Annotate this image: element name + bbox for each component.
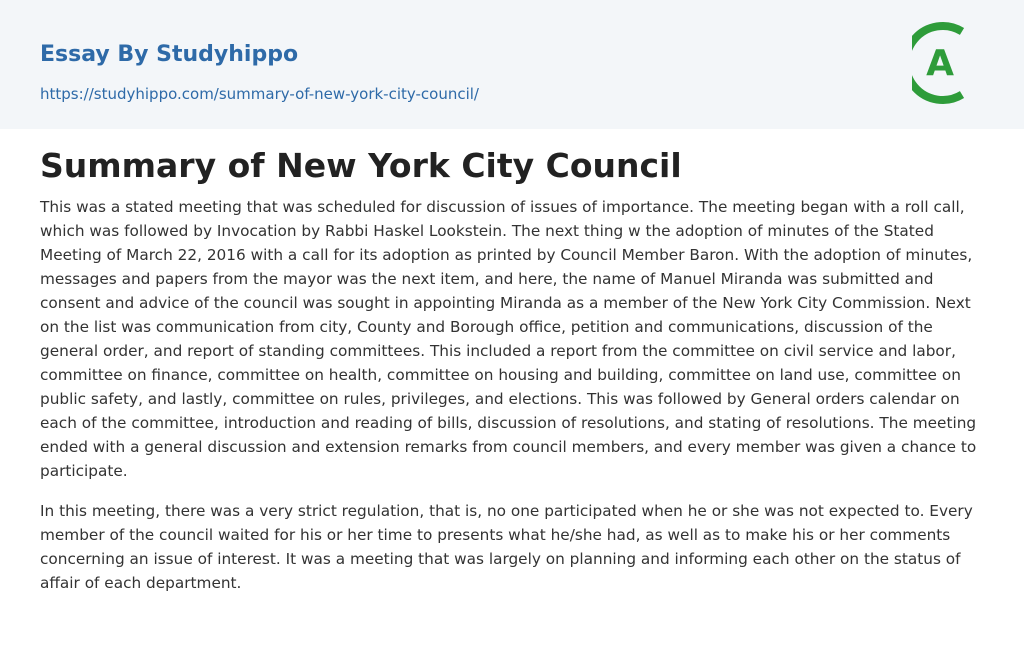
studyhippo-logo[interactable] xyxy=(912,18,988,106)
logo-letter: A xyxy=(926,43,954,84)
source-url-link[interactable]: https://studyhippo.com/summary-of-new-york-city-council/ xyxy=(40,85,479,103)
page-header xyxy=(0,0,1024,129)
page-title: Summary of New York City Council xyxy=(40,146,682,185)
site-brand[interactable]: Essay By Studyhippo xyxy=(40,42,299,67)
paragraph-2: In this meeting, there was a very strict regulation, that is, no one participated when he or she was not expected to. Every member of the council waited for his or her time to presents what he/she had, as well as to make his or her comments concerning an issue of interest. It was a meeting that was largely on planning and informing each other on the status of affair of each department. xyxy=(40,502,973,592)
logo-ring-icon xyxy=(912,18,988,106)
article-body xyxy=(40,195,986,611)
paragraph-1: This was a stated meeting that was scheduled for discussion of issues of importance. The meeting began with a roll call, which was followed by Invocation by Rabbi Haskel Lookstein. The next thing w the adoption of minutes of the Stated Meeting of March 22, 2016 with a call for its adoption as printed by Council Member Baron. With the adoption of minutes, messages and papers from the mayor was the next item, and here, the name of Manuel Miranda was submitted and consent and advice of the council was sought in appointing Miranda as a member of the New York City Commission. Next on the list was communication from city, County and Borough office, petition and communications, discussion of the general order, and report of standing committees. This included a report from the committee on civil service and labor, committee on finance, committee on health, committee on housing and building, committee on land use, committee on public safety, and lastly, committee on rules, privileges, and elections. This was followed by General orders calendar on each of the committee, introduction and reading of bills, discussion of resolutions, and stating of resolutions. The meeting ended with a general discussion and extension remarks from council members, and every member was given a chance to participate. xyxy=(40,198,977,480)
